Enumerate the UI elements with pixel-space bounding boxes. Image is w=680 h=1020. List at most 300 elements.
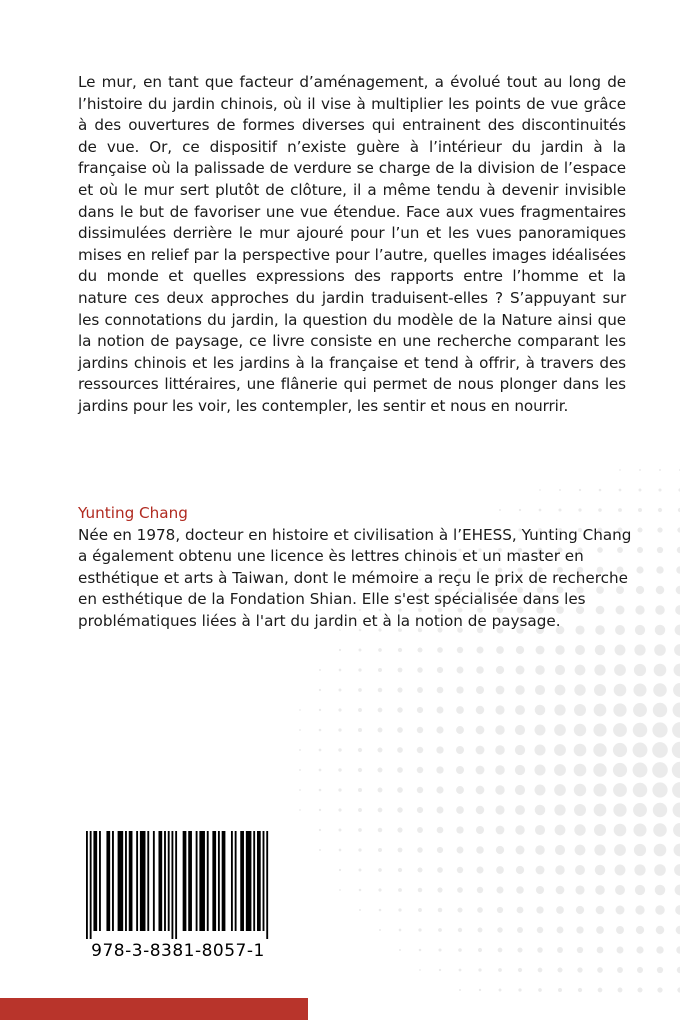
halftone-dot: [536, 646, 545, 655]
halftone-dot: [633, 763, 648, 778]
halftone-dot: [496, 826, 505, 835]
halftone-dot: [319, 669, 321, 671]
halftone-dot: [378, 708, 383, 713]
halftone-dot: [378, 728, 383, 733]
halftone-dot: [417, 847, 423, 853]
halftone-dot: [397, 747, 403, 753]
halftone-dot: [418, 908, 422, 912]
barcode-bar: [158, 831, 162, 931]
halftone-dot: [319, 789, 322, 792]
halftone-dot: [574, 684, 585, 695]
barcode-bar: [218, 831, 220, 931]
halftone-dot: [534, 744, 545, 755]
halftone-dot: [633, 823, 646, 836]
halftone-dot: [534, 764, 545, 775]
halftone-dot: [319, 749, 322, 752]
halftone-dot: [636, 946, 643, 953]
halftone-dot: [459, 989, 461, 991]
halftone-dot: [417, 747, 424, 754]
halftone-dot: [476, 766, 485, 775]
halftone-dot: [397, 707, 402, 712]
halftone-dot: [593, 723, 606, 736]
halftone-dot: [359, 909, 361, 911]
halftone-dot: [635, 905, 644, 914]
halftone-dot: [319, 729, 322, 732]
halftone-dot: [559, 489, 561, 491]
barcode-bar: [196, 831, 198, 931]
barcode-bar: [257, 831, 261, 931]
halftone-dot: [654, 844, 667, 857]
halftone-dot: [456, 806, 464, 814]
halftone-dot: [579, 489, 581, 491]
halftone-dot: [299, 809, 301, 811]
halftone-dot: [598, 988, 603, 993]
halftone-dot: [539, 489, 541, 491]
halftone-dot: [652, 742, 668, 758]
halftone-dot: [653, 823, 667, 837]
halftone-dot: [457, 647, 463, 653]
halftone-dot: [535, 805, 546, 816]
halftone-dot: [495, 765, 505, 775]
halftone-dot: [497, 927, 502, 932]
halftone-dot: [536, 906, 543, 913]
halftone-dot: [516, 886, 524, 894]
halftone-dot: [319, 769, 322, 772]
halftone-dot: [676, 946, 680, 954]
halftone-dot: [417, 667, 423, 673]
halftone-dot: [319, 809, 321, 811]
halftone-dot: [637, 987, 642, 992]
halftone-dot: [518, 988, 521, 991]
halftone-dot: [417, 767, 424, 774]
barcode-bar: [263, 831, 265, 931]
halftone-dot: [614, 684, 627, 697]
halftone-dot: [299, 729, 301, 731]
halftone-dot: [456, 786, 464, 794]
halftone-dot: [639, 469, 641, 471]
halftone-dot: [516, 846, 525, 855]
halftone-dot: [397, 807, 402, 812]
halftone-dot: [339, 669, 342, 672]
halftone-dot: [399, 929, 402, 932]
halftone-dot: [656, 946, 663, 953]
halftone-dot: [378, 868, 382, 872]
halftone-dot: [574, 764, 587, 777]
halftone-dot: [417, 647, 422, 652]
halftone-dot: [674, 664, 680, 677]
halftone-dot: [657, 967, 663, 973]
halftone-dot: [319, 849, 321, 851]
barcode-bar: [231, 831, 233, 931]
halftone-dot: [437, 647, 443, 653]
author-bio: Née en 1978, docteur en histoire et civilisation à l’EHESS, Yunting Chang a également obtenu une licence ès lettres chinois et un master en esthétique et arts à Taiwan, dont le mémoire a reçu le prix de recherche en esthétique de la Fondation Shian. Elle s'est spécialisée dans les problématiques liées à l'art du jardin et à la notion de paysage.: [78, 525, 632, 630]
halftone-dot: [555, 645, 564, 654]
barcode-bar: [212, 831, 216, 931]
halftone-dot: [478, 948, 482, 952]
halftone-dot: [299, 769, 301, 771]
halftone-dot: [379, 909, 382, 912]
barcode-bar: [253, 831, 255, 931]
halftone-dot: [615, 645, 626, 656]
halftone-dot: [476, 806, 484, 814]
halftone-dot: [476, 846, 484, 854]
halftone-dot: [652, 722, 667, 737]
halftone-dot: [593, 783, 606, 796]
halftone-dot: [596, 926, 604, 934]
halftone-dot: [537, 947, 543, 953]
halftone-dot: [378, 768, 383, 773]
halftone-dot: [594, 664, 605, 675]
halftone-dot: [398, 848, 403, 853]
halftone-dot: [657, 987, 662, 992]
halftone-dot: [518, 968, 522, 972]
halftone-dot: [496, 686, 505, 695]
halftone-dot: [398, 908, 401, 911]
halftone-dot: [339, 829, 342, 832]
halftone-dot: [575, 865, 585, 875]
barcode-bar: [86, 831, 88, 939]
halftone-dot: [419, 969, 421, 971]
halftone-dot: [397, 727, 403, 733]
halftone-dot: [457, 887, 463, 893]
halftone-dot: [653, 703, 667, 717]
halftone-dot: [418, 928, 421, 931]
halftone-dot: [637, 527, 642, 532]
halftone-dot: [476, 746, 485, 755]
halftone-dot: [319, 829, 321, 831]
halftone-dot: [634, 864, 645, 875]
halftone-dot: [437, 687, 444, 694]
halftone-dot: [378, 688, 382, 692]
halftone-dot: [574, 744, 587, 757]
barcode-bar: [112, 831, 114, 931]
halftone-dot: [558, 988, 562, 992]
halftone-dot: [476, 826, 484, 834]
halftone-dot: [495, 745, 505, 755]
halftone-dot: [476, 666, 484, 674]
barcode-bar: [147, 831, 149, 931]
halftone-dot: [595, 865, 605, 875]
halftone-dot: [593, 763, 606, 776]
back-cover-blurb: Le mur, en tant que facteur d’aménagement, a évolué tout au long de l’histoire du jardin chinois, où il vise à multiplier les points de vue grâce à des ouvertures de formes diverses qui entrainent des discontinuités de vue. Or, ce dispositif n’existe guère à l’intérieur du jardin à la française où la palissade de verdure se charge de la division de l’espace et où le mur sert plutôt de clôture, il a même tendu à devenir invisible dans le but de favoriser une vue étendue. Face aux vues fragmentaires dissimulées derrière le mur ajouré pour l’un et les vues panoramiques mises en relief par la perspective pour l’autre, quelles images idéalisées du monde et quelles expressions des rapports entre l’homme et la nature ces deux approches du jardin traduisent-elles ? S’appuyant sur les connotations du jardin, la question du modèle de la Nature ainsi que la notion de paysage, ce livre consiste en une recherche comparant les jardins chinois et les jardins à la française et tend à offrir, à travers des ressources littéraires, une flânerie qui permet de nous plonger dans les jardins pour les voir, les contempler, les sentir et nous en nourrir.: [78, 73, 626, 415]
halftone-dot: [659, 469, 661, 471]
halftone-dot: [379, 929, 381, 931]
halftone-dot: [675, 625, 680, 636]
halftone-dot: [399, 949, 401, 951]
halftone-dot: [574, 784, 586, 796]
barcode-bar: [140, 831, 146, 931]
halftone-dot: [436, 786, 443, 793]
barcode-bar: [240, 831, 244, 931]
halftone-dot: [599, 489, 602, 492]
halftone-dot: [479, 989, 481, 991]
halftone-dot: [557, 947, 563, 953]
halftone-dot: [417, 687, 423, 693]
halftone-dot: [417, 707, 423, 713]
halftone-dot: [575, 645, 585, 655]
halftone-dot: [378, 848, 382, 852]
halftone-dot: [397, 827, 402, 832]
halftone-dot: [319, 709, 321, 711]
barcode-bar: [125, 831, 127, 931]
halftone-dot: [593, 743, 606, 756]
halftone-dot: [456, 746, 464, 754]
halftone-dot: [578, 988, 582, 992]
halftone-dot: [339, 849, 342, 852]
halftone-dot: [536, 866, 545, 875]
halftone-dot: [496, 846, 504, 854]
halftone-dot: [673, 823, 680, 837]
halftone-dot: [554, 804, 565, 815]
halftone-dot: [359, 649, 362, 652]
halftone-dot: [358, 748, 362, 752]
halftone-dot: [633, 803, 647, 817]
halftone-dot: [418, 888, 423, 893]
halftone-dot: [459, 969, 462, 972]
halftone-dot: [358, 688, 362, 692]
halftone-dot: [633, 743, 648, 758]
halftone-dot: [638, 508, 642, 512]
barcode-bar: [153, 831, 155, 931]
halftone-dot: [636, 926, 644, 934]
halftone-dot: [653, 803, 667, 817]
halftone-dot: [558, 968, 563, 973]
halftone-dot: [437, 807, 444, 814]
halftone-dot: [417, 727, 423, 733]
author-name: Yunting Chang: [78, 504, 188, 522]
halftone-dot: [338, 768, 341, 771]
barcode-bar: [168, 831, 170, 931]
halftone-dot: [538, 988, 542, 992]
barcode-bar: [183, 831, 187, 931]
halftone-dot: [516, 666, 525, 675]
halftone-dot: [594, 824, 606, 836]
halftone-dot: [536, 886, 544, 894]
barcode-bar: [188, 831, 192, 931]
halftone-dot: [437, 867, 443, 873]
halftone-dot: [658, 488, 661, 491]
halftone-dot: [554, 764, 566, 776]
halftone-dot: [457, 847, 464, 854]
halftone-dot: [358, 808, 362, 812]
halftone-dot: [517, 907, 524, 914]
halftone-dot: [498, 948, 503, 953]
halftone-dot: [574, 824, 585, 835]
halftone-dot: [437, 847, 443, 853]
halftone-dot: [437, 827, 444, 834]
barcode-bar: [93, 831, 97, 931]
halftone-dot: [535, 665, 545, 675]
halftone-dot: [658, 508, 662, 512]
halftone-dot: [456, 766, 464, 774]
halftone-dot: [397, 687, 402, 692]
halftone-dot: [498, 968, 502, 972]
barcode-graphic: [86, 831, 270, 939]
halftone-dot: [339, 689, 342, 692]
halftone-dot: [516, 646, 524, 654]
halftone-dot: [574, 704, 586, 716]
halftone-dot: [358, 728, 362, 732]
halftone-dot: [595, 885, 605, 895]
halftone-dot: [495, 705, 504, 714]
halftone-dot: [635, 885, 645, 895]
halftone-dot: [672, 742, 680, 758]
halftone-dot: [537, 927, 543, 933]
halftone-dot: [495, 805, 504, 814]
halftone-dot: [633, 703, 647, 717]
halftone-dot: [438, 948, 441, 951]
halftone-dot: [438, 908, 443, 913]
halftone-dot: [673, 683, 680, 697]
halftone-dot: [496, 666, 504, 674]
halftone-dot: [615, 865, 626, 876]
halftone-dot: [378, 888, 381, 891]
halftone-dot: [456, 726, 464, 734]
halftone-dot: [673, 803, 680, 818]
halftone-dot: [656, 926, 664, 934]
halftone-dot: [616, 906, 625, 915]
halftone-dot: [619, 489, 622, 492]
halftone-dot: [652, 782, 667, 797]
bottom-accent-bar: [0, 998, 308, 1020]
barcode-bar: [235, 831, 237, 931]
halftone-dot: [517, 947, 522, 952]
halftone-dot: [634, 844, 646, 856]
halftone-dot: [338, 788, 341, 791]
halftone-dot: [619, 469, 621, 471]
halftone-dot: [515, 805, 525, 815]
halftone-dot: [655, 905, 665, 915]
halftone-dot: [655, 625, 666, 636]
halftone-dot: [517, 927, 523, 933]
halftone-dot: [535, 785, 546, 796]
halftone-dot: [618, 988, 623, 993]
halftone-dot: [657, 547, 663, 553]
halftone-dot: [397, 787, 403, 793]
halftone-dot: [634, 644, 645, 655]
halftone-dot: [417, 827, 423, 833]
halftone-dot: [597, 947, 604, 954]
halftone-dot: [436, 726, 443, 733]
halftone-dot: [437, 667, 443, 673]
halftone-dot: [617, 947, 624, 954]
halftone-dot: [637, 967, 643, 973]
halftone-dot: [576, 906, 584, 914]
halftone-dot: [674, 864, 680, 876]
halftone-dot: [457, 867, 463, 873]
halftone-dot: [597, 967, 603, 973]
halftone-dot: [555, 865, 564, 874]
halftone-dot: [555, 685, 566, 696]
halftone-dot: [515, 825, 524, 834]
halftone-dot: [478, 968, 481, 971]
halftone-dot: [557, 927, 564, 934]
halftone-dot: [478, 928, 483, 933]
halftone-dot: [674, 844, 680, 857]
halftone-dot: [613, 803, 626, 816]
halftone-dot: [358, 708, 362, 712]
halftone-dot: [674, 644, 680, 656]
halftone-dot: [594, 844, 605, 855]
halftone-dot: [555, 845, 565, 855]
halftone-dot: [594, 804, 607, 817]
halftone-dot: [654, 644, 666, 656]
halftone-dot: [476, 726, 485, 735]
halftone-dot: [675, 905, 680, 915]
halftone-dot: [358, 848, 361, 851]
halftone-dot: [436, 766, 443, 773]
halftone-dot: [339, 889, 341, 891]
halftone-dot: [613, 723, 627, 737]
halftone-dot: [554, 744, 566, 756]
halftone-dot: [652, 762, 668, 778]
halftone-dot: [397, 767, 403, 773]
halftone-dot: [613, 763, 627, 777]
halftone-dot: [657, 527, 662, 532]
halftone-dot: [339, 649, 341, 651]
halftone-dot: [495, 725, 504, 734]
halftone-dot: [358, 668, 361, 671]
halftone-dot: [613, 743, 627, 757]
halftone-dot: [358, 828, 362, 832]
halftone-dot: [673, 703, 680, 718]
halftone-dot: [676, 926, 680, 935]
halftone-dot: [378, 828, 382, 832]
barcode-bar: [266, 831, 268, 939]
halftone-dot: [319, 689, 321, 691]
halftone-dot: [497, 887, 504, 894]
halftone-dot: [515, 785, 525, 795]
halftone-dot: [358, 768, 362, 772]
halftone-dot: [499, 989, 502, 992]
author-section: [78, 503, 638, 633]
halftone-dot: [417, 787, 423, 793]
barcode-bar: [246, 831, 252, 931]
halftone-dot: [654, 864, 666, 876]
halftone-dot: [398, 888, 402, 892]
halftone-dot: [477, 907, 483, 913]
halftone-dot: [535, 825, 545, 835]
halftone-dot: [496, 646, 504, 654]
halftone-dot: [417, 867, 422, 872]
halftone-dot: [535, 705, 546, 716]
halftone-dot: [339, 869, 341, 871]
halftone-dot: [614, 844, 626, 856]
halftone-dot: [595, 645, 605, 655]
barcode-bar: [175, 831, 177, 939]
halftone-dot: [515, 705, 525, 715]
halftone-dot: [653, 683, 667, 697]
halftone-dot: [458, 948, 462, 952]
halftone-dot: [574, 804, 586, 816]
halftone-dot: [456, 706, 464, 714]
halftone-dot: [436, 746, 443, 753]
halftone-dot: [675, 885, 680, 896]
halftone-dot: [476, 706, 484, 714]
halftone-dot: [615, 885, 625, 895]
halftone-dot: [378, 748, 383, 753]
halftone-dot: [496, 866, 504, 874]
halftone-dot: [338, 808, 341, 811]
halftone-dot: [515, 725, 525, 735]
halftone-dot: [476, 866, 483, 873]
halftone-dot: [575, 885, 584, 894]
halftone-dot: [613, 703, 626, 716]
halftone-dot: [554, 704, 565, 715]
halftone-dot: [672, 762, 680, 778]
halftone-dot: [515, 745, 525, 755]
halftone-dot: [299, 749, 301, 751]
